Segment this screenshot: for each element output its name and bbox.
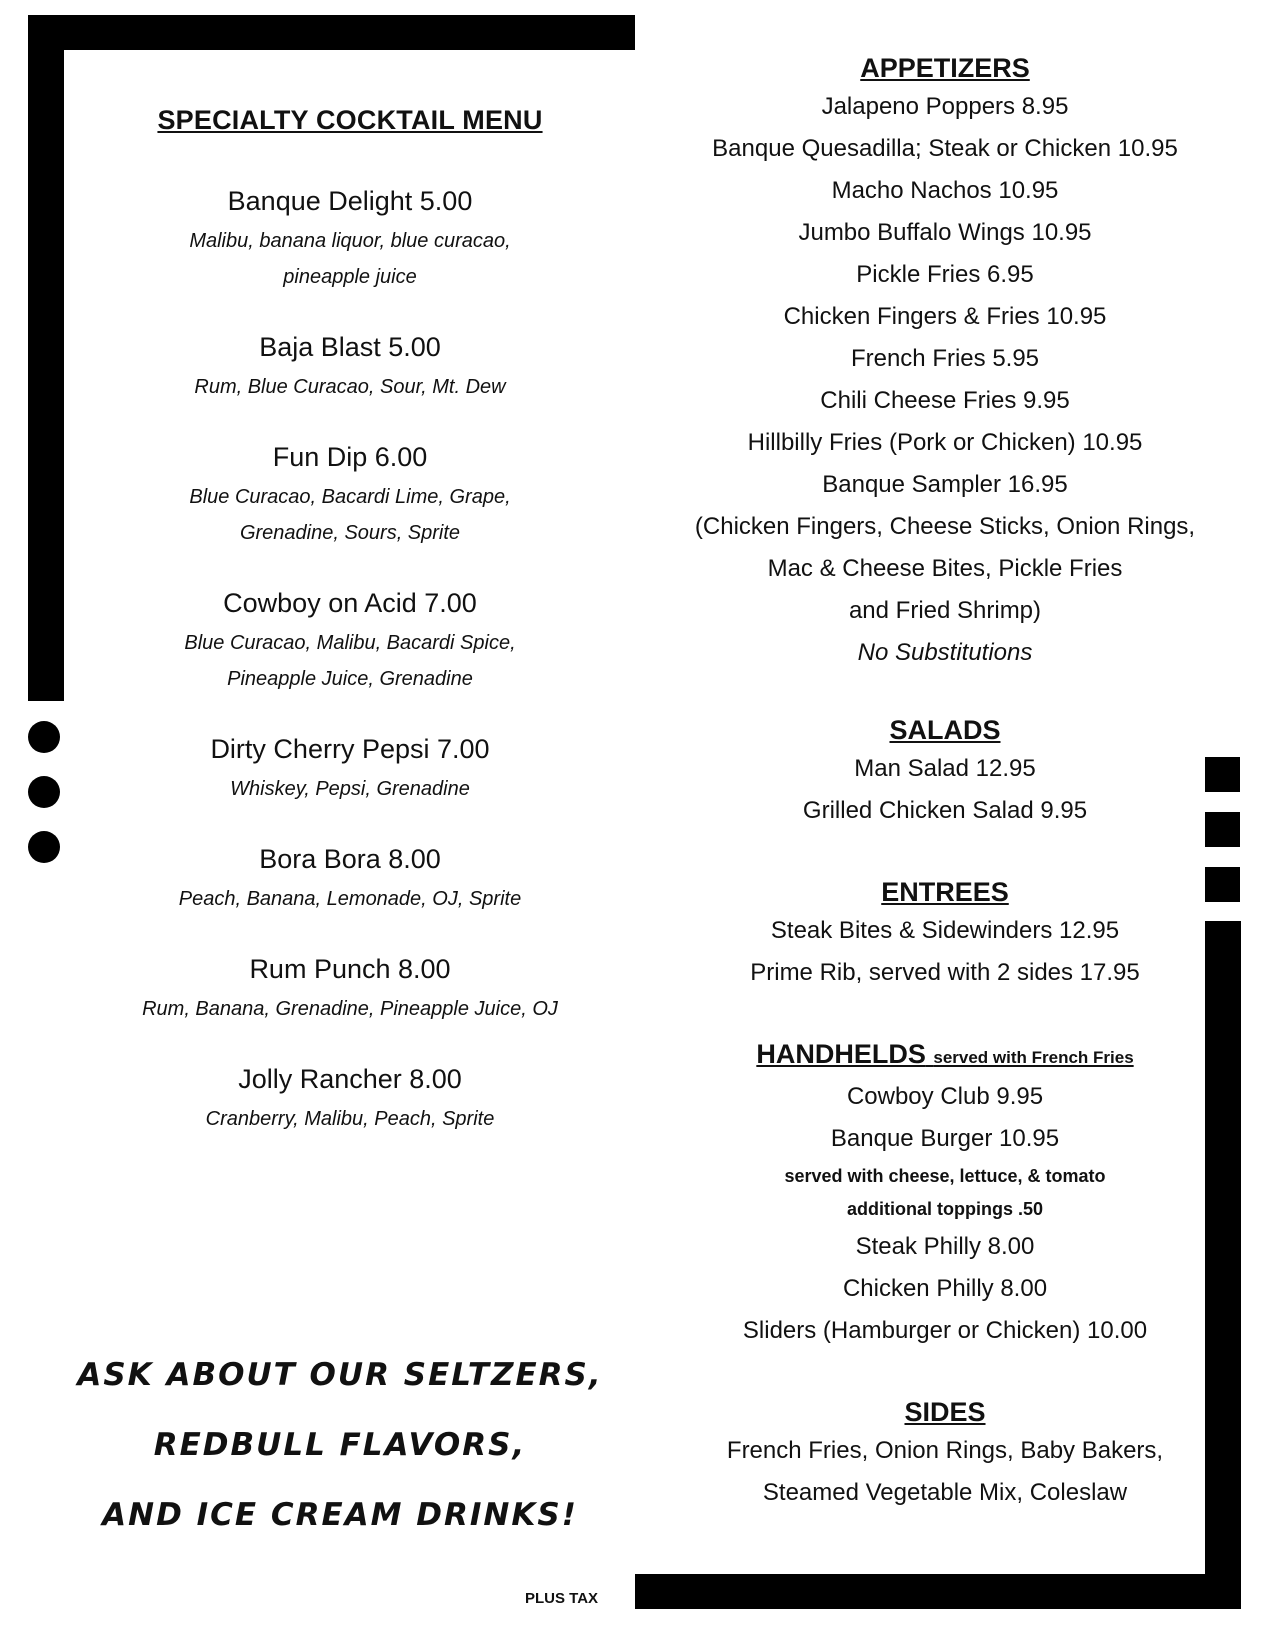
section-title-salads: SALADS [889,715,1001,745]
menu-item: Banque Burger 10.95 [830,1125,1060,1152]
cocktail-item [70,839,630,917]
menu-item: Grilled Chicken Salad 9.95 [802,797,1088,824]
section-title-entrees: ENTREES [881,877,1009,907]
burger-note: served with cheese, lettuce, & tomato [784,1166,1106,1186]
menu-item: Macho Nachos 10.95 [831,177,1059,204]
cocktail-name: Rum Punch 8.00 [249,954,451,984]
cocktail-name: Bora Bora 8.00 [259,844,441,874]
menu-item: Chili Cheese Fries 9.95 [820,387,1070,414]
menu-item: Hillbilly Fries (Pork or Chicken) 10.95 [747,429,1143,456]
cocktail-name: Dirty Cherry Pepsi 7.00 [210,734,490,764]
cocktail-name: Jolly Rancher 8.00 [238,1064,462,1094]
handhelds-title: HANDHELDS [756,1039,926,1069]
frame-top-left-bar [28,15,635,50]
ingredient-line: Pineapple Juice, Grenadine [227,668,473,690]
cocktail-ingredients [70,369,630,405]
ingredient-line: Blue Curacao, Bacardi Lime, Grape, [189,486,511,508]
entree-list [660,910,1230,994]
cocktail-ingredients [70,881,630,917]
menu-item: Chicken Fingers & Fries 10.95 [783,303,1107,330]
handhelds-subtitle: served with French Fries [933,1048,1134,1067]
menu-item: Jumbo Buffalo Wings 10.95 [798,219,1092,246]
menu-item: Pickle Fries 6.95 [856,261,1034,288]
handhelds-section [660,1036,1230,1352]
section-title-sides: SIDES [904,1397,986,1427]
cocktail-ingredients [70,771,630,807]
cocktail-ingredients [70,991,630,1027]
ingredient-line: Whiskey, Pepsi, Grenadine [230,778,470,800]
cocktail-name: Cowboy on Acid 7.00 [223,588,477,618]
frame-left-vertical-bar [28,15,64,701]
ingredient-line: Blue Curacao, Malibu, Bacardi Spice, [184,632,516,654]
cocktail-name: Baja Blast 5.00 [259,332,441,362]
menu-item: Jalapeno Poppers 8.95 [821,93,1069,120]
promo-line: ASK ABOUT OUR SELTZERS, [77,1357,603,1393]
menu-item: and Fried Shrimp) [848,597,1042,624]
menu-item: Banque Quesadilla; Steak or Chicken 10.95 [712,135,1178,162]
cocktail-item [70,729,630,807]
cocktail-item [70,949,630,1027]
cocktail-item [70,327,630,405]
food-menu [660,50,1230,1556]
ingredient-line: Rum, Banana, Grenadine, Pineapple Juice, OJ [142,998,558,1020]
promo-line: AND ICE CREAM DRINKS! [102,1497,578,1533]
menu-item: Sliders (Hamburger or Chicken) 10.00 [742,1317,1148,1344]
menu-item: Man Salad 12.95 [854,755,1036,782]
ingredient-line: Grenadine, Sours, Sprite [239,522,461,544]
toppings-note: additional toppings .50 [846,1199,1043,1219]
menu-item: Prime Rib, served with 2 sides 17.95 [750,959,1140,986]
entrees-section [660,874,1230,994]
decor-dot [28,776,60,808]
frame-bottom-right-bar [635,1574,1241,1609]
ingredient-line: Malibu, banana liquor, blue curacao, [189,230,511,252]
decor-dot [28,721,60,753]
no-substitutions-note: No Substitutions [857,639,1033,666]
menu-item: Mac & Cheese Bites, Pickle Fries [767,555,1123,582]
appetizers-section [660,50,1230,674]
cocktail-item [70,181,630,295]
cocktail-ingredients [70,625,630,697]
menu-item: Steak Philly 8.00 [855,1233,1035,1260]
cocktail-name: Fun Dip 6.00 [272,442,428,472]
cocktail-list [70,181,630,1137]
ingredient-line: Cranberry, Malibu, Peach, Sprite [205,1108,495,1130]
sides-section [660,1394,1230,1514]
appetizer-list [660,86,1230,632]
cocktail-ingredients [70,479,630,551]
sides-line: French Fries, Onion Rings, Baby Bakers, [726,1437,1164,1464]
menu-item: French Fries 5.95 [850,345,1040,372]
menu-item: Cowboy Club 9.95 [846,1083,1044,1110]
salad-list [660,748,1230,832]
section-title-appetizers: APPETIZERS [860,53,1030,83]
section-title-handhelds [660,1036,1230,1076]
menu-item: Chicken Philly 8.00 [842,1275,1048,1302]
sides-line: Steamed Vegetable Mix, Coleslaw [762,1479,1128,1506]
ingredient-line: Rum, Blue Curacao, Sour, Mt. Dew [194,376,506,398]
decor-dot [28,831,60,863]
cocktail-ingredients [70,1101,630,1137]
cocktail-menu [70,105,630,1169]
menu-item: (Chicken Fingers, Cheese Sticks, Onion Rings, [694,513,1196,540]
cocktail-menu-title: SPECIALTY COCKTAIL MENU [157,105,543,135]
cocktail-name: Banque Delight 5.00 [227,186,473,216]
ingredient-line: Peach, Banana, Lemonade, OJ, Sprite [178,888,522,910]
salads-section [660,712,1230,832]
ingredient-line: pineapple juice [283,266,417,288]
plus-tax-note: PLUS TAX [525,1590,599,1607]
promo-message [20,1340,660,1550]
cocktail-ingredients [70,223,630,295]
cocktail-item [70,437,630,551]
cocktail-item [70,583,630,697]
menu-item: Banque Sampler 16.95 [822,471,1068,498]
cocktail-item [70,1059,630,1137]
menu-item: Steak Bites & Sidewinders 12.95 [770,917,1120,944]
promo-line: REDBULL FLAVORS, [153,1427,527,1463]
